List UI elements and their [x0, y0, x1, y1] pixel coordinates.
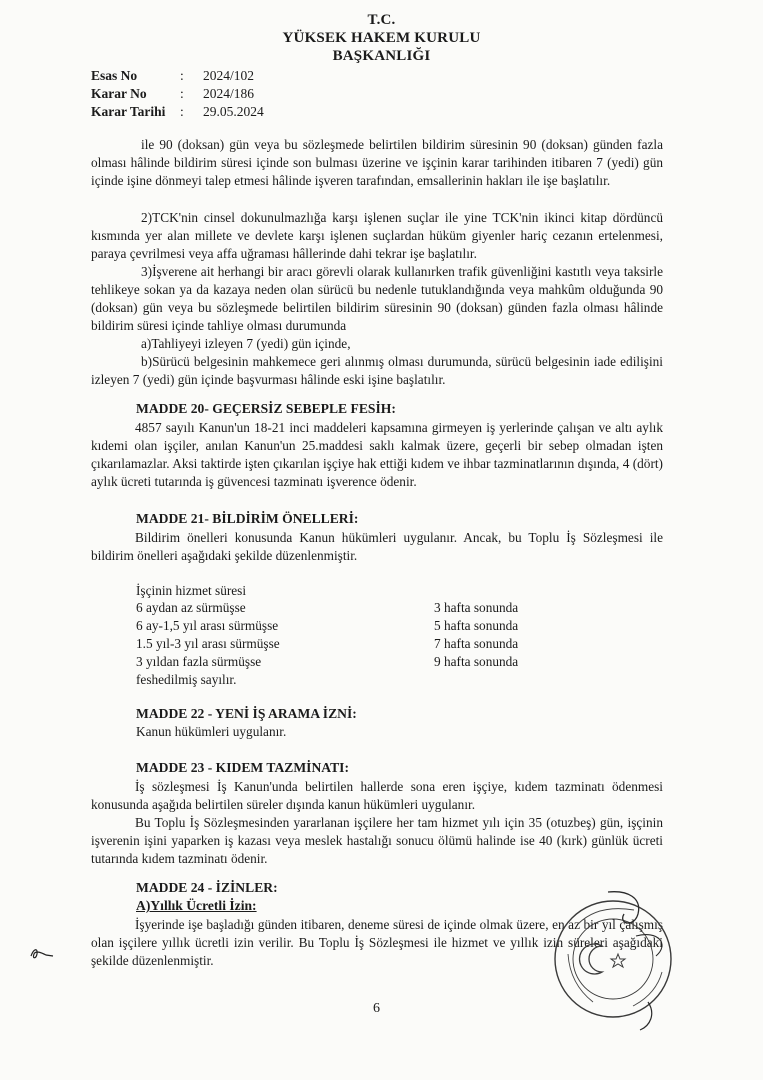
meta-colon: :: [180, 68, 184, 83]
notice-period: 3 yıldan fazla sürmüşse: [136, 654, 262, 669]
article-22-heading: MADDE 22 - YENİ İŞ ARAMA İZNİ:: [136, 706, 357, 721]
meta-value: 29.05.2024: [203, 104, 264, 119]
page-number: 6: [373, 1001, 380, 1016]
notice-period: 6 aydan az sürmüşse: [136, 600, 246, 615]
paragraph-traffic-a: a)Tahliyeyi izleyen 7 (yedi) gün içinde,: [141, 336, 351, 351]
meta-karar-no: [91, 86, 391, 104]
notice-period: 6 ay-1,5 yıl arası sürmüşse: [136, 618, 279, 633]
meta-colon: :: [180, 104, 184, 119]
notice-period: 1.5 yıl-3 yıl arası sürmüşse: [136, 636, 280, 651]
article-23-heading: MADDE 23 - KIDEM TAZMİNATI:: [136, 760, 349, 775]
meta-value: 2024/102: [203, 68, 255, 83]
article-22-text: Kanun hükümleri uygulanır.: [136, 724, 287, 739]
meta-esas-no: [91, 68, 391, 86]
handwritten-initial-mark: [28, 944, 56, 964]
meta-label: Karar No: [91, 86, 147, 101]
notice-duration: 5 hafta sonunda: [434, 618, 519, 633]
paragraph-traffic: 3)İşverene ait herhangi bir aracı görevli olarak kullanırken trafik güvenliğini kastıtlı veya taksirle tehlikeye sokan ya da kazaya neden olan sürücü bu nedenle tutuklandığında veya mahkûm olduğunda 90 (doksan) gün veya bu sözleşmede belirtilen bildirim süresinin 90 (doksan) günden fazla olması hâlinde bildirim süresi içinde tahliye olması durumunda: [91, 264, 663, 333]
meta-colon: :: [180, 86, 184, 101]
article-20-heading: MADDE 20- GEÇERSİZ SEBEPLE FESİH:: [136, 401, 396, 416]
article-20-text: 4857 sayılı Kanun'un 18-21 inci maddeleri kapsamına girmeyen iş yerlerinde çalışan ve altı aylık kıdemi olan işçiler, anılan Kanun'un 25.maddesi saklı kalmak üzere, geçerli bir sebep olmadan işten çıkarılamazlar. Aksi taktirde işten çıkarılan işçiye hak ettiği kıdem ve ihbar tazminatlarının dışında, 4 (dört) aylık ücreti tutarında iş güvencesi tazminatı işverence ödenir.: [91, 420, 663, 489]
article-24-text: İşyerinde işe başladığı günden itibaren, deneme süresi de içinde olmak üzere, en az bir yıl çalışmış olan işçilere yıllık ücretli izin verilir. Bu Toplu İş Sözleşmesi ile hizmet ve yıllık izin süreleri aşağıdaki şekilde düzenlenmiştir.: [91, 917, 663, 968]
meta-label: Esas No: [91, 68, 138, 83]
article-21-text: Bildirim önelleri konusunda Kanun hükümleri uygulanır. Ancak, bu Toplu İş Sözleşmesi ile bildirim önelleri aşağıdaki şekilde düzenlenmiştir.: [91, 530, 663, 563]
paragraph-traffic-b: b)Sürücü belgesinin mahkemece geri alınmış olması durumunda, sürücü belgesinin iade edilişini izleyen 7 (yedi) gün içinde başvurması hâlinde eski işine başlatılır.: [91, 354, 663, 387]
article-23-text1: İş sözleşmesi İş Kanun'unda belirtilen hallerde sona eren işçiye, kıdem tazminatı ödenmesi konusunda aşağıda belirtilen süreler dışında kanun hükümleri uygulanır.: [91, 779, 663, 812]
header-tc: T.C.: [367, 12, 396, 28]
notice-footer: feshedilmiş sayılır.: [136, 672, 237, 687]
article-24-heading: MADDE 24 - İZİNLER:: [136, 880, 278, 895]
paragraph-tck: 2)TCK'nin cinsel dokunulmazlığa karşı işlenen suçlar ile yine TCK'nin ikinci kitap dördüncü kısmında yer alan millete ve devlete karşı işlenen suçlardan hüküm giyenler hariç cezanın ertelenmesi, paraya çevrilmesi veya affa uğraması hâllerinde dahi tekrar işe başlatılır.: [91, 210, 663, 261]
notice-duration: 3 hafta sonunda: [434, 600, 519, 615]
article-23-text2: Bu Toplu İş Sözleşmesinden yararlanan işçilere her tam hizmet yılı için 35 (otuzbeş) gün, işçinin işverenin işini yaparken iş kazası veya meslek hastalığı sonucu ölümü halinde ise 40 (kırk) günlük ücreti tutarında kıdem tazminatı ödenir.: [91, 815, 663, 866]
header-office: BAŞKANLIĞI: [332, 48, 431, 64]
header-institution: YÜKSEK HAKEM KURULU: [282, 30, 481, 46]
meta-value: 2024/186: [203, 86, 255, 101]
meta-label: Karar Tarihi: [91, 104, 166, 119]
official-seal-stamp: [538, 884, 688, 1034]
notice-duration: 9 hafta sonunda: [434, 654, 519, 669]
notice-table-title: İşçinin hizmet süresi: [136, 583, 247, 598]
notice-duration: 7 hafta sonunda: [434, 636, 519, 651]
article-21-heading: MADDE 21- BİLDİRİM ÖNELLERİ:: [136, 511, 359, 526]
article-24-subheading: A)Yıllık Ücretli İzin:: [136, 898, 257, 913]
paragraph-continuation: ile 90 (doksan) gün veya bu sözleşmede belirtilen bildirim süresinin 90 (doksan) günden fazla olması hâlinde bildirim süresi içinde son bulması üzerine ve işçinin karar tarihinden itibaren 7 (yedi) gün içinde işine dönmeyi talep etmesi hâlinde işveren tarafından, emsallerinin hakları ile işe başlatılır.: [91, 137, 663, 188]
meta-karar-tarihi: [91, 104, 391, 122]
